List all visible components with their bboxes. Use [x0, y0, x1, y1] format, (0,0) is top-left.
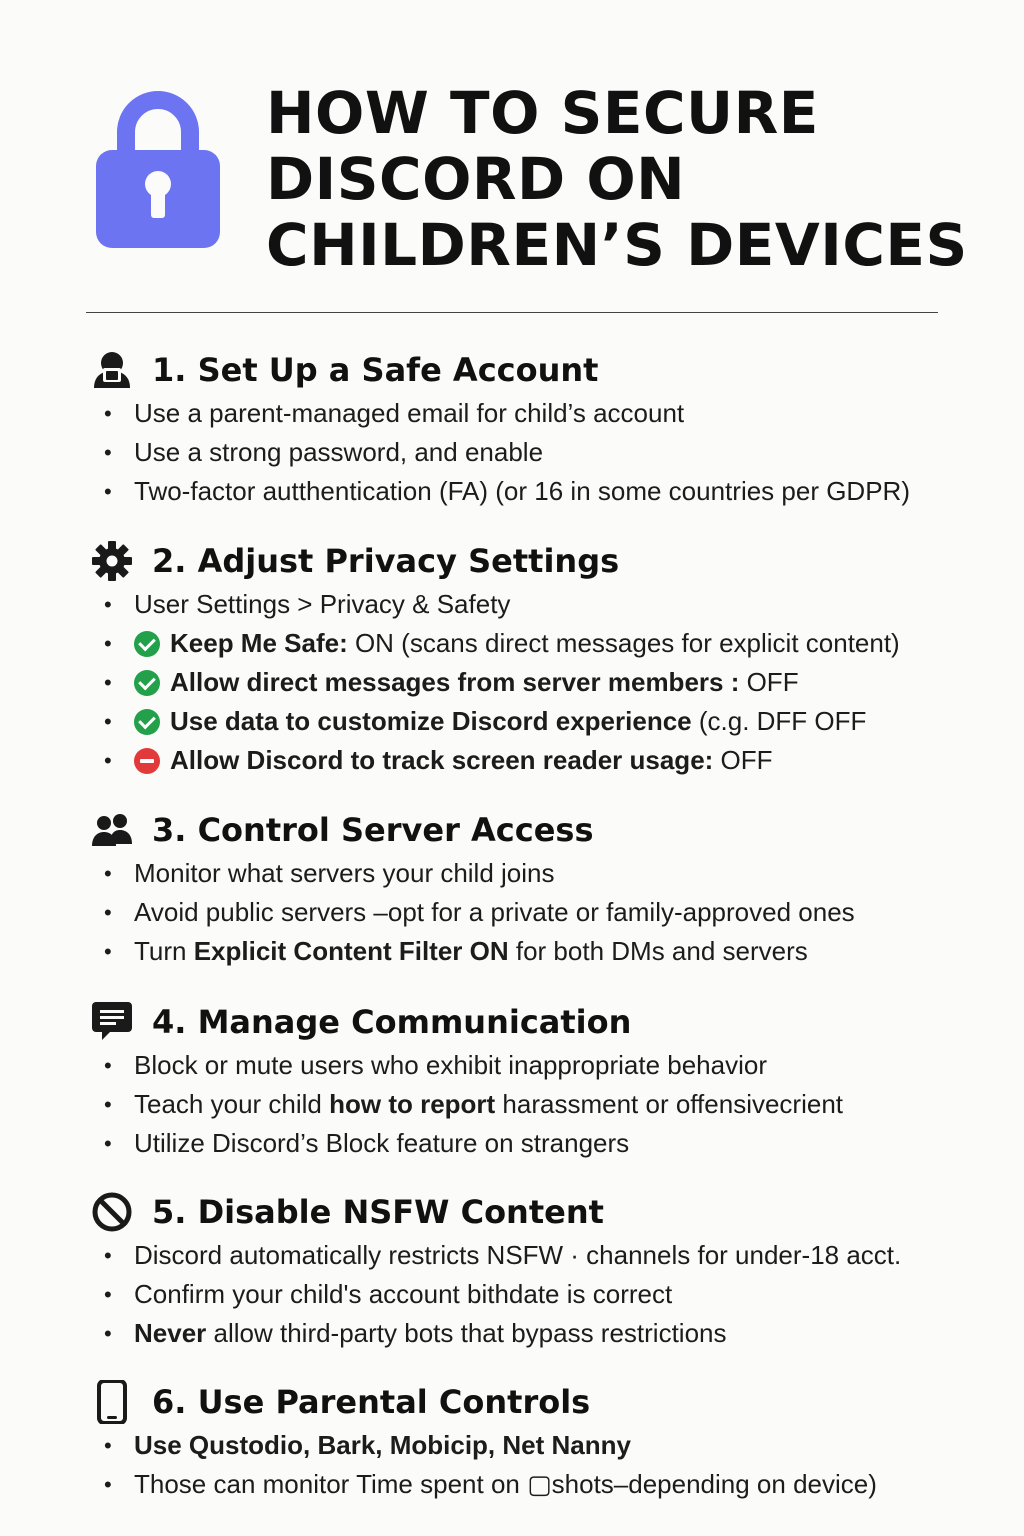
section-title: 4. Manage Communication: [152, 1003, 632, 1041]
list-item: • Block or mute users who exhibit inappropriate behavior: [104, 1050, 768, 1080]
section-privacy-settings: [0, 535, 1024, 780]
check-icon: [134, 631, 160, 657]
section-communication: [0, 996, 1024, 1163]
lock-icon: [94, 80, 222, 250]
chat-icon: [90, 1000, 134, 1044]
list-item: • Turn Explicit Content Filter ON for both DMs and servers: [104, 936, 808, 966]
bullet-list: [0, 1046, 1024, 1163]
header: [0, 0, 1024, 320]
list-item: • Monitor what servers your child joins: [104, 858, 555, 888]
section-safe-account: [0, 344, 1024, 511]
list-item: • Utilize Discord’s Block feature on strangers: [104, 1128, 630, 1158]
list-item: • Use Qustodio, Bark, Mobicip, Net Nanny: [104, 1430, 631, 1460]
list-item: • Those can monitor Time spent on ▢shots–depending on device): [104, 1469, 877, 1499]
section-title: 3. Control Server Access: [152, 811, 594, 849]
list-item: • Use a strong password, and enable: [104, 437, 544, 467]
list-item: • Two-factor autthentication (FA) (or 16 in some countries per GDPR): [104, 476, 910, 506]
bullet-list: [0, 585, 1024, 780]
section-title: 6. Use Parental Controls: [152, 1383, 591, 1421]
section-title: 1. Set Up a Safe Account: [152, 351, 599, 389]
list-item: • Teach your child how to report harassment or offensivecrient: [104, 1089, 844, 1119]
list-item: • Allow Discord to track screen reader usage: OFF: [104, 745, 773, 775]
list-item: • Keep Me Safe: ON (scans direct messages for explicit content): [104, 628, 900, 658]
list-item: • Discord automatically restricts NSFW · channels for under-18 acct.: [104, 1240, 902, 1270]
list-item: • Confirm your child's account bithdate is correct: [104, 1279, 673, 1309]
list-item: • Never allow third-party bots that bypass restrictions: [104, 1318, 727, 1348]
title-line: HOW TO SECURE: [266, 79, 819, 147]
section-server-access: [0, 804, 1024, 971]
divider: [86, 312, 938, 313]
gear-icon: [90, 539, 134, 583]
list-item: • User Settings > Privacy & Safety: [104, 589, 511, 619]
list-item: • Allow direct messages from server members : OFF: [104, 667, 799, 697]
section-title: 2. Adjust Privacy Settings: [152, 542, 620, 580]
phone-icon: [90, 1380, 134, 1424]
minus-circle-icon: [134, 748, 160, 774]
section-nsfw: [0, 1186, 1024, 1353]
check-icon: [134, 670, 160, 696]
users-icon: [90, 808, 134, 852]
user-lock-icon: [90, 348, 134, 392]
list-item: • Use data to customize Discord experience (c.g. DFF OFF: [104, 706, 867, 736]
check-icon: [134, 709, 160, 735]
bullet-list: [0, 854, 1024, 971]
bullet-list: [0, 394, 1024, 511]
bullet-list: [0, 1236, 1024, 1353]
section-title: 5. Disable NSFW Content: [152, 1193, 604, 1231]
bullet-list: [0, 1426, 1024, 1504]
title-line: CHILDREN’S DEVICES: [266, 211, 968, 279]
list-item: • Use a parent-managed email for child’s account: [104, 398, 685, 428]
title-line: DISCORD ON: [266, 145, 686, 213]
block-icon: [90, 1190, 134, 1234]
list-item: • Avoid public servers –opt for a private or family-approved ones: [104, 897, 855, 927]
section-parental-controls: [0, 1376, 1024, 1504]
page-title: [266, 80, 968, 278]
